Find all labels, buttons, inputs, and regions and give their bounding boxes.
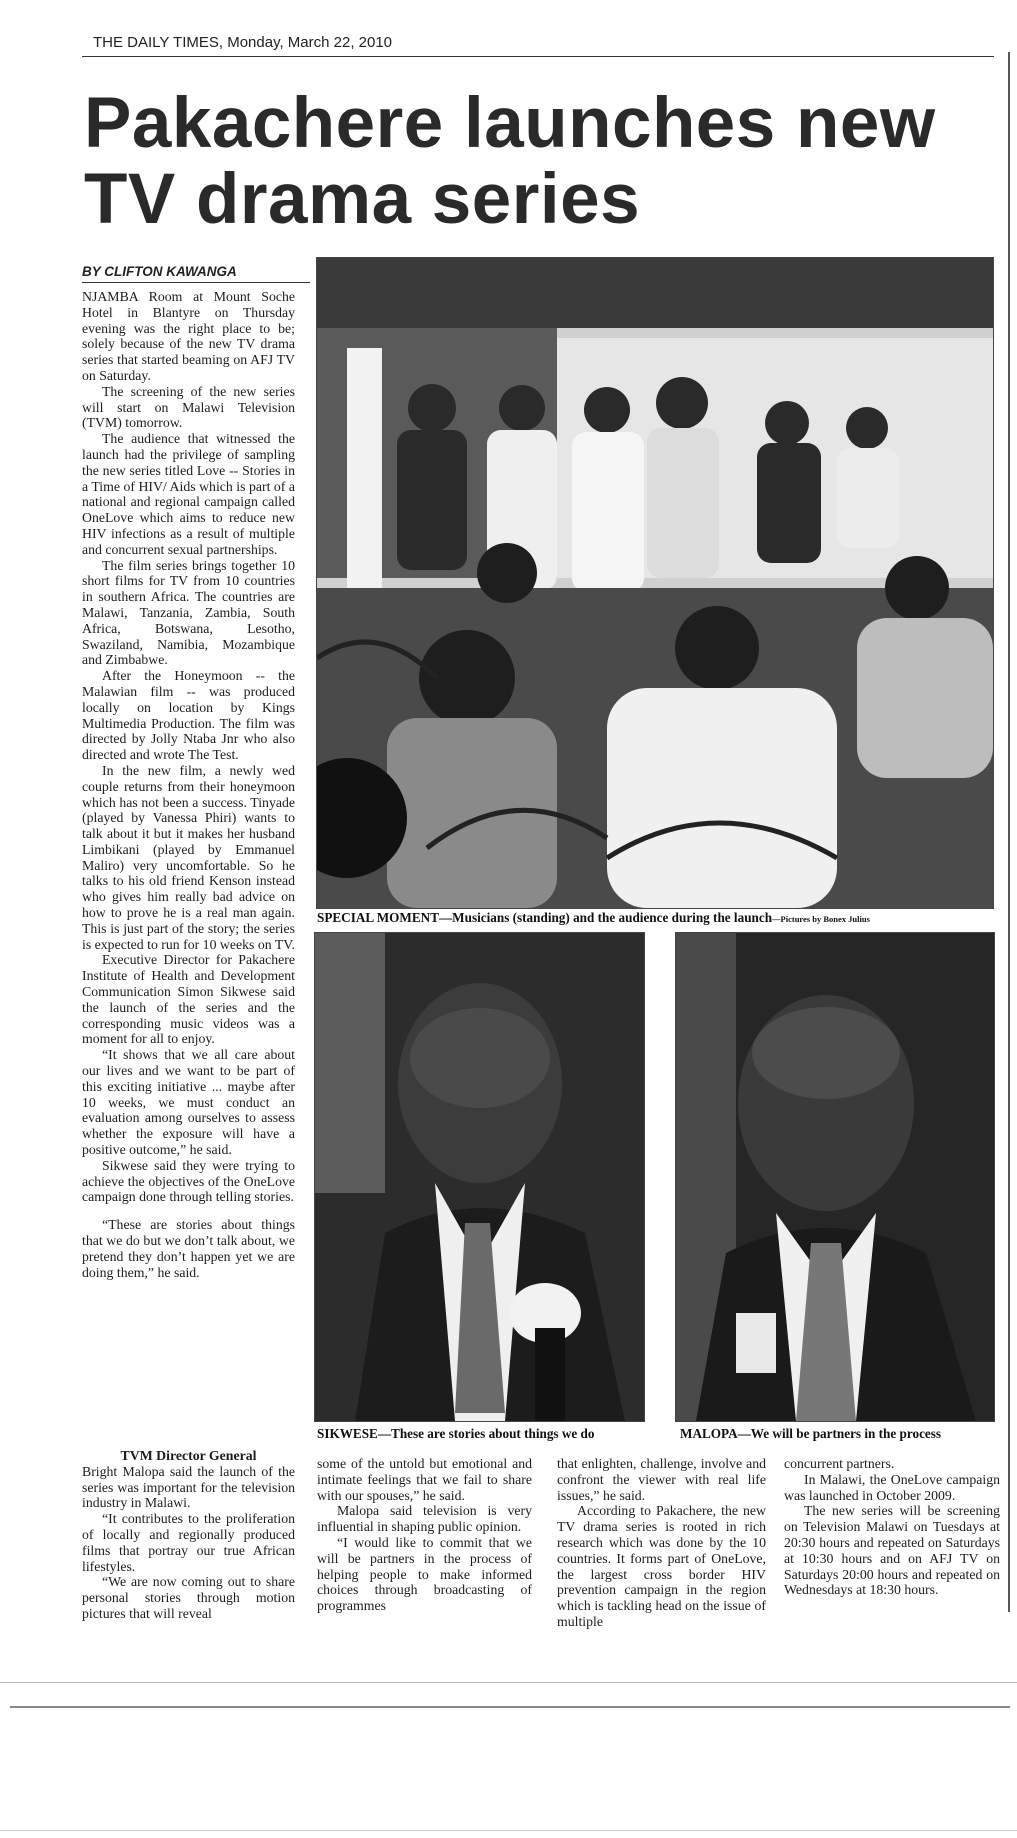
- paragraph: In Malawi, the OneLove campaign was launched in October 2009.: [784, 1471, 1000, 1503]
- bottom-edge-rule: [0, 1830, 1017, 1831]
- paragraph: The new series will be screening on Television Malawi on Tuesdays at 20:30 hours and repeated on Saturdays at 10:30 hours and on AFJ TV on Saturdays 20:00 hours and repeated on Wednesdays at 18:30 hours.: [784, 1503, 1000, 1598]
- malopa-caption: MALOPA—We will be partners in the process: [680, 1426, 942, 1441]
- byline: BY CLIFTON KAWANGA: [82, 264, 237, 279]
- paragraph: Executive Director for Pakachere Institute of Health and Development Communication Simon Sikwese said the launch of the series and the corresponding music videos was a moment for all to enjoy.: [82, 952, 295, 1047]
- paragraph: According to Pakachere, the new TV drama series is rooted in rich research which was done by the 10 countries. It forms part of OneLove, the largest cross border HIV prevention campaign in the region which is tackling head on the issue of multiple: [557, 1503, 766, 1629]
- article-column-1-bottom: [82, 1448, 295, 1622]
- paragraph: “I would like to commit that we will be partners in the process of helping people to make informed choices through broadcasting of programmes: [317, 1534, 532, 1614]
- paragraph: The screening of the new series will start on Malawi Television (TVM) tomorrow.: [82, 383, 295, 431]
- audience-photo-image: [317, 258, 993, 908]
- sikwese-portrait-image: [315, 933, 644, 1421]
- subhead: TVM Director General: [120, 1448, 257, 1463]
- paragraph: “It shows that we all care about our lives and we want to be part of this exciting initiative ... maybe after 10 weeks, we must conduct an evaluation among ourselves to assess whether the exposure will have a positive outcome,” he said.: [82, 1047, 295, 1158]
- photo-credit: —Pictures by Bonex Julius: [772, 914, 870, 924]
- main-photo: [316, 257, 994, 909]
- masthead: THE DAILY TIMES, Monday, March 22, 2010: [93, 34, 393, 51]
- article-column-1: [82, 289, 295, 1280]
- paragraph: NJAMBA Room at Mount Soche Hotel in Blantyre on Thursday evening was the right place to be; solely because of the new TV drama series that started beaming on AFJ TV on Saturday.: [82, 289, 295, 383]
- paragraph: The audience that witnessed the launch had the privilege of sampling the new series titled Love -- Stories in a Time of HIV/ Aids which is part of a national and regional campaign called OneLove which aims to reduce new HIV infections as a result of multiple and concurrent sexual partnerships.: [82, 431, 295, 557]
- scan-edge-rule: [10, 1706, 1010, 1708]
- paragraph: “These are stories about things that we do but we don’t talk about, we pretend they don’t happen yet we are doing them,” he said.: [82, 1217, 295, 1280]
- right-column-rule: [1008, 52, 1010, 1612]
- paragraph: “It contributes to the proliferation of locally and regionally produced films that portray our true African lifestyles.: [82, 1511, 295, 1574]
- paragraph: “We are now coming out to share personal stories through motion pictures that will reveal: [82, 1574, 295, 1621]
- paragraph: some of the untold but emotional and intimate feelings that we fail to share with our spouses,” he said.: [317, 1456, 532, 1503]
- paragraph: that enlighten, challenge, involve and confront the viewer with real life issues,” he said.: [557, 1456, 766, 1503]
- main-photo-caption: [317, 910, 870, 926]
- malopa-portrait-image: [676, 933, 994, 1421]
- sikwese-caption: SIKWESE—These are stories about things we do: [317, 1426, 595, 1441]
- paragraph: In the new film, a newly wed couple returns from their honeymoon which has not been a success. Tinyade (played by Vanessa Phiri) wants to talk about it but it makes her husband Limbikani (played by Emmanuel Maliro) very uncomfortable. So he talks to his old friend Kenson instead who gives him really bad advice on how to prove he is a real man again. This is just part of the story; the series is expected to run for 10 weeks on TV.: [82, 762, 295, 952]
- caption-text: SPECIAL MOMENT—Musicians (standing) and the audience during the launch: [317, 910, 773, 925]
- paragraph: Sikwese said they were trying to achieve the objectives of the OneLove campaign done through telling stories.: [82, 1157, 295, 1205]
- sikwese-photo: [314, 932, 645, 1422]
- paragraph: The film series brings together 10 short films for TV from 10 countries in southern Africa. The countries are Malawi, Tanzania, Zambia, South Africa, Botswana, Lesotho, Swaziland, Namibia, Mozambique and Zimbabwe.: [82, 557, 295, 668]
- article-column-2: [317, 1456, 532, 1614]
- byline-rule: [82, 282, 310, 283]
- paragraph: After the Honeymoon -- the Malawian film -- was produced locally on location by Kings Multimedia Production. The film was directed by Jolly Ntaba Jnr who also directed and wrote The Test.: [82, 668, 295, 763]
- page-edge-rule: [0, 1682, 1017, 1683]
- article-column-4: [784, 1456, 1000, 1598]
- paragraph: concurrent partners.: [784, 1456, 895, 1471]
- article-column-3: [557, 1456, 766, 1630]
- malopa-photo: [675, 932, 995, 1422]
- headline: Pakachere launches new TV drama series: [84, 84, 936, 239]
- paragraph: Malopa said television is very influential in shaping public opinion.: [317, 1503, 532, 1535]
- top-rule: [82, 56, 994, 57]
- paragraph: Bright Malopa said the launch of the series was important for the television industry in Malawi.: [82, 1463, 295, 1511]
